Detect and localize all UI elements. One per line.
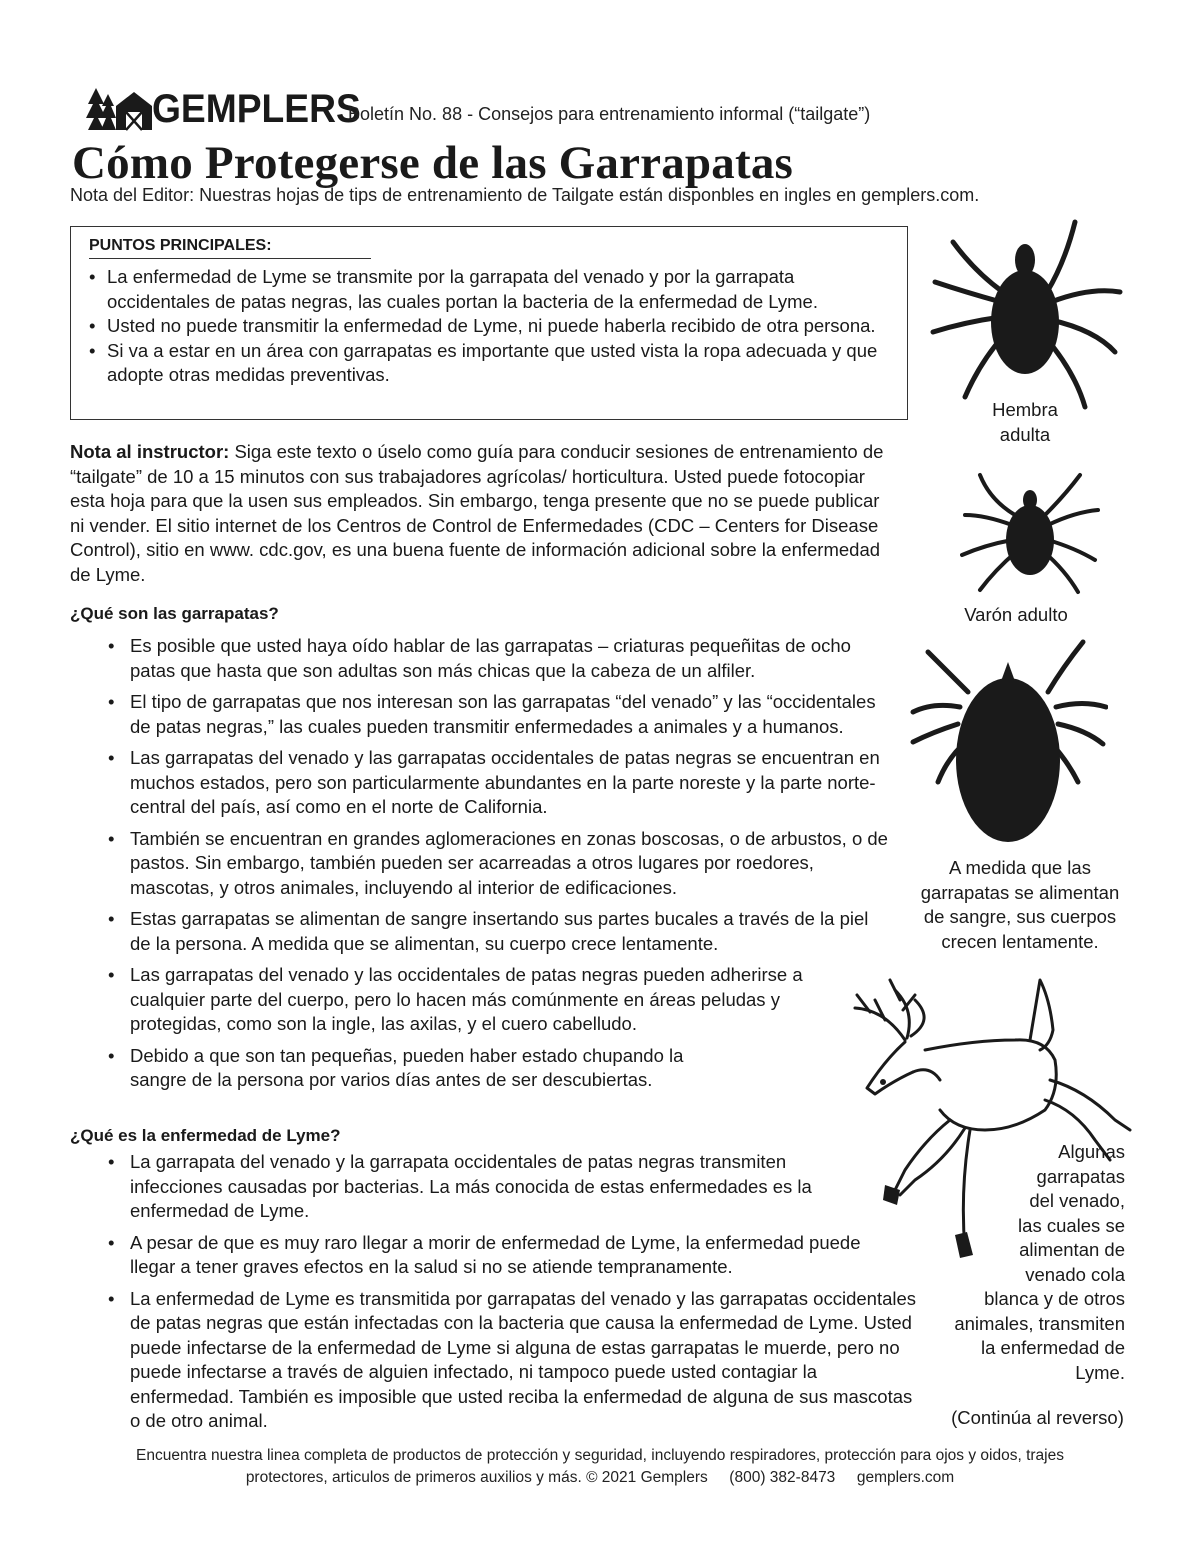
key-points-title: PUNTOS PRINCIPALES: — [89, 237, 371, 259]
list-item: • A pesar de que es muy raro llegar a morir de enfermedad de Lyme, la enfermedad puede llegar a tener graves efectos en la salud si no se atiende tempranamente. — [108, 1231, 890, 1280]
engorged-tick-icon — [908, 632, 1108, 852]
list-item: • La enfermedad de Lyme se transmite por la garrapata del venado y por la garrapata occidentales de patas negras, las cuales portan la bacteria de la enfermedad de Lyme. — [85, 265, 895, 314]
footer-line: Encuentra nuestra linea completa de productos de protección y seguridad, incluyendo respiradores, protección para ojos y oidos, trajes — [136, 1447, 1064, 1464]
section-heading-ticks: ¿Qué son las garrapatas? — [70, 604, 279, 623]
male-tick-caption: Varón adulto — [964, 604, 1068, 625]
footer — [40, 1445, 1160, 1489]
key-points-box — [70, 226, 908, 420]
male-tick-icon — [960, 470, 1100, 600]
caption-line: Hembra — [992, 399, 1058, 420]
caption-line: animales, transmiten — [954, 1312, 1125, 1334]
caption-line: alimentan de — [1019, 1239, 1125, 1260]
gemplers-logo-icon — [86, 84, 152, 132]
female-tick-icon — [925, 212, 1125, 412]
caption-line: las cuales se — [1018, 1214, 1125, 1236]
engorged-tick-caption — [900, 856, 1140, 954]
caption-line: garrapatas se alimentan — [920, 881, 1120, 903]
list-item: • Debido a que son tan pequeñas, pueden haber estado chupando la sangre de la persona por varios días antes de ser descubiertas. — [108, 1044, 730, 1093]
caption-line: Algunas — [1058, 1141, 1125, 1162]
key-points-list — [85, 265, 895, 388]
continued-note: (Continúa al reverso) — [951, 1407, 1124, 1428]
list-item: • También se encuentran en grandes aglomeraciones en zonas boscosas, o de arbustos, o de pastos. Sin embargo, también pueden ser acarreadas a otros lugares por roedores, mascotas, y otros animales, incluyendo al interior de edificaciones. — [108, 827, 898, 901]
caption-line: adulta — [999, 423, 1051, 445]
instructor-text: Siga este texto o úselo como guía para conducir sesiones de entrenamiento de “tailgate” de 10 a 15 minutos con sus trabajadores agrícolas/ horticultura. Usted puede fotocopiar esta hoja para que la usen sus empleados. Sin embargo, tenga presente que no se puede publicar ni vender. El sitio internet de los Centros de Control de Enfermedades (CDC – Centers for Disease Control), sitio en www. cdc.gov, es una buena fuente de información adicional sobre la enfermedad de Lyme. — [70, 441, 884, 585]
page-title: Cómo Protegerse de las Garrapatas — [72, 137, 794, 189]
header — [86, 84, 1146, 134]
caption-line: blanca y de otros — [984, 1288, 1125, 1309]
list-item: • Las garrapatas del venado y las garrapatas occidentales de patas negras se encuentran en muchos estados, pero son particularmente abundantes en la parte noreste y la parte norte-central del país, así como en el norte de California. — [108, 746, 898, 820]
list-item: • Es posible que usted haya oído hablar de las garrapatas – criaturas pequeñitas de ocho patas que hasta que son adultas son más chicas que la cabeza de un alfiler. — [108, 634, 898, 683]
caption-line: de sangre, sus cuerpos — [923, 906, 1117, 927]
lyme-list — [108, 1150, 918, 1441]
caption-line: del venado, — [1029, 1190, 1125, 1211]
list-item: • La enfermedad de Lyme es transmitida por garrapatas del venado y las garrapatas occidentales de patas negras que están infectadas con la bacteria que causa la enfermedad de Lyme. Usted puede infectarse de la enfermedad de Lyme si alguna de estas garrapatas le muerde, pero no puede infectarse a través de alguien infectado, ni tampoco puede usted contagiar la enfermedad. También es imposible que usted reciba la enfermedad de alguna de sus mascotas o de otro animal. — [108, 1287, 920, 1434]
section-heading-lyme: ¿Qué es la enfermedad de Lyme? — [70, 1126, 341, 1145]
list-item: • Si va a estar en un área con garrapatas es importante que usted vista la ropa adecuada y que adopte otras medidas preventivas. — [85, 339, 895, 388]
caption-line: A medida que las — [949, 857, 1091, 878]
list-item: • Estas garrapatas se alimentan de sangre insertando sus partes bucales a través de la piel de la persona. A medida que se alimentan, su cuerpo crece lentamente. — [108, 907, 870, 956]
deer-caption — [925, 1140, 1125, 1385]
list-item: • Las garrapatas del venado y las occidentales de patas negras pueden adherirse a cualquier parte del cuerpo, pero lo hacen más comúnmente en áreas peludas y protegidas, como son la ingle, las axilas, y el cuero cabelludo. — [108, 963, 850, 1037]
instructor-note — [70, 440, 890, 588]
list-item: • La garrapata del venado y la garrapata occidentales de patas negras transmiten infecciones causadas por bacterias. La más conocida de estas enfermedades es la enfermedad de Lyme. — [108, 1150, 880, 1224]
female-tick-caption — [990, 398, 1060, 447]
bulletin-label: Boletín No. 88 - Consejos para entrenamiento informal (“tailgate”) — [348, 104, 871, 124]
footer-line: protectores, articulos de primeros auxilios y más. © 2021 Gemplers (800) 382-8473 gemplers.com — [245, 1469, 955, 1486]
caption-line: la enfermedad de — [981, 1337, 1125, 1358]
editor-note: Nota del Editor: Nuestras hojas de tips de entrenamiento de Tailgate están disponbles en ingles en gemplers.com. — [70, 185, 980, 205]
caption-line: venado cola — [1025, 1263, 1125, 1285]
ticks-list — [108, 634, 898, 1100]
list-item: • El tipo de garrapatas que nos interesan son las garrapatas “del venado” y las “occidentales de patas negras,” las cuales pueden transmitir enfermedades a animales y a humanos. — [108, 690, 898, 739]
caption-line: garrapatas — [1036, 1165, 1125, 1187]
instructor-label: Nota al instructor: — [70, 441, 230, 462]
list-item: • Usted no puede transmitir la enfermedad de Lyme, ni puede haberla recibido de otra persona. — [85, 314, 895, 339]
caption-line: Lyme. — [1075, 1361, 1125, 1383]
caption-line: crecen lentamente. — [941, 930, 1099, 952]
brand-name: GEMPLERS — [152, 87, 361, 131]
